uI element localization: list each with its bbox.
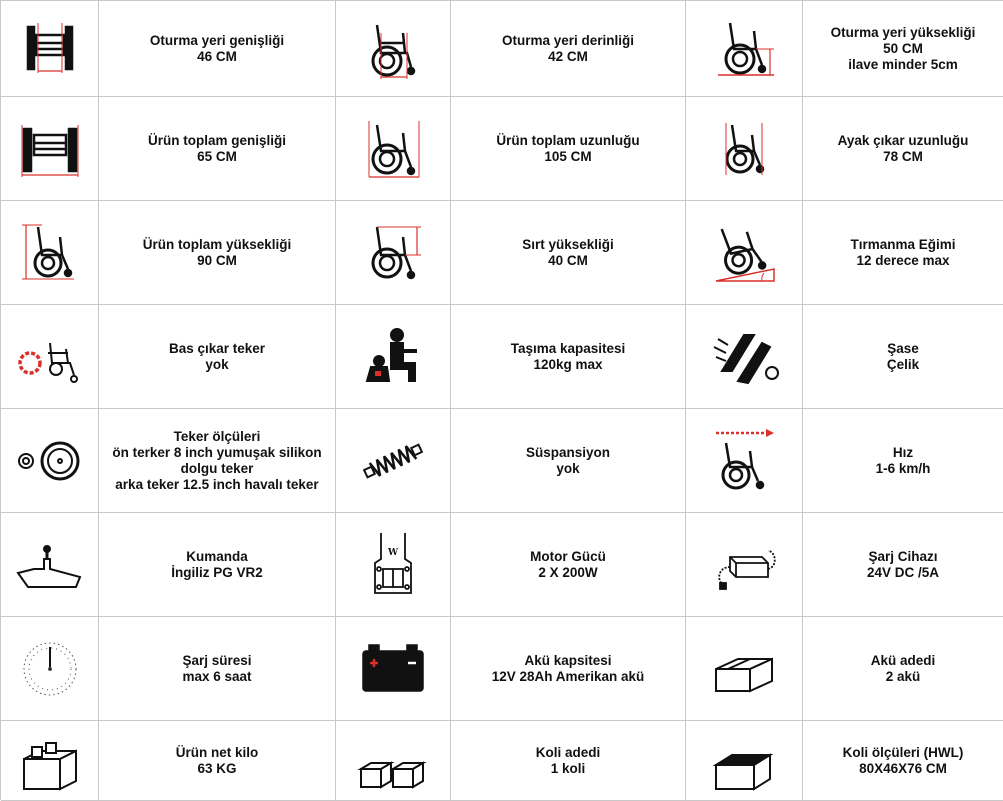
wheelchair-seat-depth-icon <box>336 1 451 97</box>
spec-charger: Şarj Cihazı 24V DC /5A <box>803 513 1003 617</box>
spec-charge-time: Şarj süresi max 6 saat <box>99 617 336 721</box>
wheelchair-climbing-slope-icon <box>686 201 803 305</box>
seated-person-capacity-icon <box>336 305 451 409</box>
wheelchair-overall-width-icon <box>1 97 99 201</box>
wheelchair-quick-release-wheel-icon <box>1 305 99 409</box>
wheelchair-overall-height-icon <box>1 201 99 305</box>
wheel-sizes-icon <box>1 409 99 513</box>
spec-suspension: Süspansiyon yok <box>451 409 686 513</box>
joystick-controller-icon <box>1 513 99 617</box>
spec-parcel-count: Koli adedi 1 koli <box>451 721 686 801</box>
spec-speed: Hız 1-6 km/h <box>803 409 1003 513</box>
wheelchair-speed-icon <box>686 409 803 513</box>
wheelchair-back-height-icon <box>336 201 451 305</box>
charger-device-icon <box>686 513 803 617</box>
spec-load-capacity: Taşıma kapasitesi 120kg max <box>451 305 686 409</box>
spec-seat-depth: Oturma yeri derinliği 42 CM <box>451 1 686 97</box>
spec-overall-height: Ürün toplam yüksekliği 90 CM <box>99 201 336 305</box>
spec-climbing-slope: Tırmanma Eğimi 12 derece max <box>803 201 1003 305</box>
battery-box-icon <box>686 617 803 721</box>
wheelchair-front-seat-width-icon <box>1 1 99 97</box>
spec-overall-width: Ürün toplam genişliği 65 CM <box>99 97 336 201</box>
battery-icon <box>336 617 451 721</box>
spec-net-weight: Ürün net kilo 63 KG <box>99 721 336 801</box>
svg-text:W: W <box>387 547 399 558</box>
spec-battery-count: Akü adedi 2 akü <box>803 617 1003 721</box>
spec-overall-length: Ürün toplam uzunluğu 105 CM <box>451 97 686 201</box>
spec-quick-release-wheel: Bas çıkar teker yok <box>99 305 336 409</box>
spec-battery-capacity: Akü kapsitesi 12V 28Ah Amerikan akü <box>451 617 686 721</box>
spec-seat-width: Oturma yeri genişliği 46 CM <box>99 1 336 97</box>
spec-back-height: Sırt yüksekliği 40 CM <box>451 201 686 305</box>
spec-motor-power: Motor Gücü 2 X 200W <box>451 513 686 617</box>
spec-parcel-dimensions: Koli ölçüleri (HWL) 80X46X76 CM <box>803 721 1003 801</box>
steel-chassis-icon <box>686 305 803 409</box>
spec-wheel-sizes: Teker ölçüleri ön terker 8 inch yumuşak silikon dolgu teker arka teker 12.5 inch havalı teker <box>99 409 336 513</box>
product-weight-box-icon <box>1 721 99 801</box>
spec-footrest-length: Ayak çıkar uzunluğu 78 CM <box>803 97 1003 201</box>
clock-dial-icon <box>1 617 99 721</box>
spec-chassis: Şase Çelik <box>803 305 1003 409</box>
motor-bracket-icon <box>336 513 451 617</box>
parcel-count-boxes-icon <box>336 721 451 801</box>
wheelchair-seat-height-icon <box>686 1 803 97</box>
wheelchair-footrest-length-icon <box>686 97 803 201</box>
wheelchair-overall-length-icon <box>336 97 451 201</box>
suspension-spring-icon <box>336 409 451 513</box>
parcel-dimensions-box-icon <box>686 721 803 801</box>
spec-controller: Kumanda İngiliz PG VR2 <box>99 513 336 617</box>
spec-seat-height: Oturma yeri yüksekliği 50 CM ilave minder 5cm <box>803 1 1003 97</box>
